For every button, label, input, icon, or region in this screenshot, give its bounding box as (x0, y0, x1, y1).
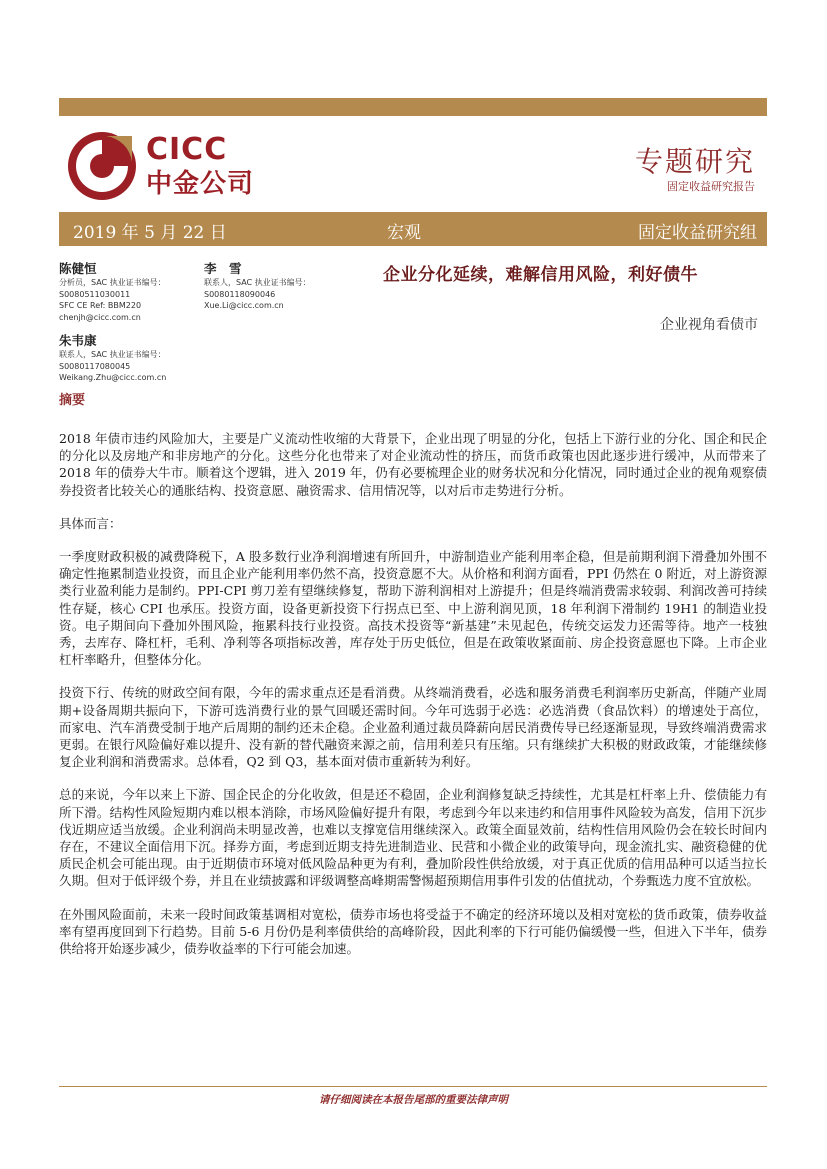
report-subtype: 固定收益研究报告 (667, 180, 755, 193)
logo-text-en: CICC (146, 132, 228, 167)
paragraph: 2018 年债市违约风险加大，主要是广义流动性收缩的大背景下，企业出现了明显的分化，包括上下游行业的分化、国企和民企的分化以及房地产和非房地产的分化。这些分化也带来了对企业流动性的挤压，而货币政策也因此逐步进行缓冲，从而带来了 2018 年的债券大牛市。顺着这个逻辑，进入 2019 年，仍有必要梳理企业的财务状况和分化情况，同时通过企业的视角观察债券投资者比较关心的通胀结构、投资意愿、融资需求、信用情况等，以对后市走势进行分析。 (59, 431, 767, 498)
info-bar (59, 212, 767, 246)
author-name: 李 雪 (204, 261, 242, 276)
report-date: 2019 年 5 月 22 日 (73, 223, 227, 243)
abstract-body (59, 430, 767, 973)
report-title: 企业分化延续，难解信用风险，利好债牛 (383, 265, 698, 285)
author-role: 联系人，SAC 执业证书编号： (59, 350, 166, 359)
author-role: 联系人，SAC 执业证书编号： (204, 278, 311, 287)
paragraph: 总的来说，今年以来上下游、国企民企的分化收敛，但是还不稳固，企业利润修复缺乏持续性，尤其是杠杆率上升、偿债能力有所下滑。结构性风险短期内难以根本消除，市场风险偏好提升有限，考虑到今年以来违约和信用事件风险较为高发，信用下沉步伐近期应适当放缓。企业利润尚未明显改善，也难以支撑宽信用继续深入。政策全面显效前，结构性信用风险仍会在较长时间内存在，不建议全面信用下沉。择券方面，考虑到近期支持先进制造业、民营和小微企业的政策导向，现金流扎实、融资稳健的优质民企机会可能出现。由于近期债市环境对低风险品种更为有利，叠加阶段性供给放缓，对于真正优质的信用品种可以适当拉长久期。但对于低评级个券，并且在业绩披露和评级调整高峰期需警惕超预期信用事件引发的估值扰动，个券甄选力度不宜放松。 (59, 787, 767, 889)
author-email[interactable]: chenjh@cicc.com.cn (59, 312, 141, 322)
legal-notice: 请仔细阅读在本报告尾部的重要法律声明 (319, 1094, 508, 1106)
research-group: 固定收益研究组 (638, 223, 757, 243)
paragraph: 具体而言： (59, 515, 122, 531)
report-subtitle: 企业视角看债市 (660, 317, 758, 333)
cicc-logo-icon (66, 130, 138, 202)
author-id: S0080118090046 (204, 289, 276, 299)
author-email[interactable]: Xue.Li@cicc.com.cn (204, 301, 284, 310)
author-block (59, 261, 166, 323)
author-name: 陈健恒 (59, 261, 97, 276)
author-role: 分析员，SAC 执业证书编号： (59, 278, 166, 287)
cicc-logo (66, 130, 266, 200)
report-section: 宏观 (387, 223, 421, 243)
author-name: 朱韦康 (59, 333, 97, 348)
author-email[interactable]: Weikang.Zhu@cicc.com.cn (59, 373, 167, 382)
author-id: S0080511030011 (59, 289, 131, 299)
author-id: S0080117080045 (59, 361, 131, 371)
author-extra: SFC CE Ref: BBM220 (59, 301, 142, 310)
paragraph: 一季度财政积极的减费降税下，A 股多数行业净利润增速有所回升，中游制造业产能利用率企稳，但是前期利润下滑叠加外围不确定性拖累制造业投资，而且企业产能利用率仍然不高，投资意愿不大。从价格和利润方面看，PPI 仍然在 0 附近，对上游资源类行业盈利能力是制约。PPI-CPI 剪刀差有望继续修复，帮助下游利润相对上游提升；但是终端消费需求较弱、利润改善可持续性存疑，核心 CPI 也承压。投资方面，设备更新投资下行拐点已至、中上游利润见顶，18 年利润下滑制约 19H1 的制造业投资。电子期间向下叠加外围风险，拖累科技行业投资。高技术投资等“新基建”未见起色，传统交运发力还需等待。地产一枝独秀，去库存、降杠杆，毛利、净利等各项指标改善，库存处于历史低位，但是在政策收紧面前、房企投资意愿也下降。上市企业杠杆率略升，但整体分化。 (59, 549, 767, 668)
footer-divider (59, 1086, 767, 1087)
logo-text-cn: 中金公司 (146, 169, 255, 199)
author-block (204, 261, 311, 312)
author-block (59, 333, 166, 384)
paragraph: 在外围风险面前，未来一段时间政策基调相对宽松，债券市场也将受益于不确定的经济环境以及相对宽松的货币政策，债券收益率有望再度回到下行趋势。目前 5-6 月份仍是利率债供给的高峰阶段，因此利率的下行可能仍偏缓慢一些，但进入下半年，债券供给将开始逐步减少，债券收益率的下行可能会加速。 (59, 906, 767, 957)
report-type: 专题研究 (634, 145, 755, 178)
paragraph: 投资下行、传统的财政空间有限，今年的需求重点还是看消费。从终端消费看，必选和服务消费毛利润率历史新高，伴随产业周期+设备周期共振向下，下游可选消费行业的景气回暖还需时间。今年可选弱于必选：必选消费（食品饮料）的增速处于高位，而家电、汽车消费受制于地产后周期的制约还未企稳。企业盈利通过裁员降薪向居民消费传导已经逐渐显现，导致终端消费需求更弱。在银行风险偏好难以提升、没有新的替代融资来源之前，信用利差只有压缩。只有继续扩大积极的财政政策，才能继续修复企业利润和消费需求。总体看，Q2 到 Q3，基本面对债市重新转为利好。 (59, 685, 767, 770)
top-accent-bar (59, 98, 767, 116)
abstract-heading: 摘要 (59, 393, 86, 408)
